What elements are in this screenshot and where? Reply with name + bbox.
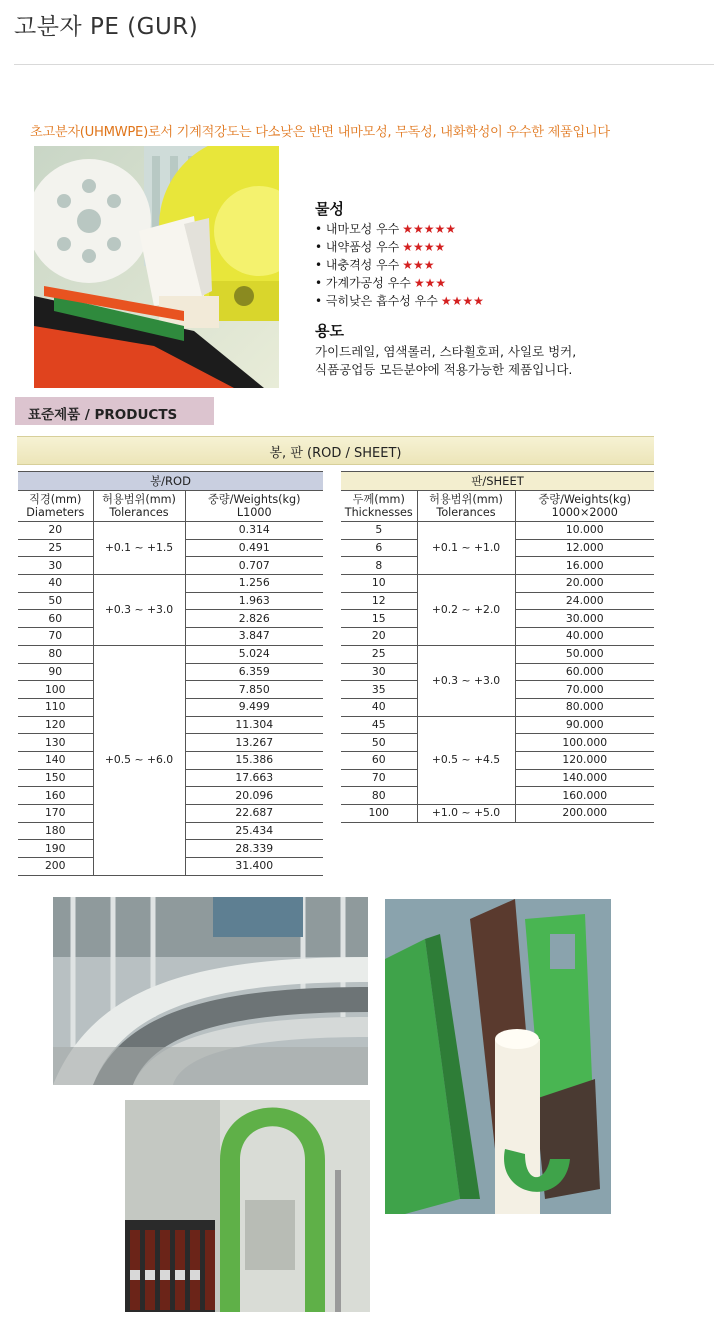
products-banner-label: 표준제품 / PRODUCTS — [28, 407, 178, 423]
rod-table-caption: 봉/ROD — [18, 472, 323, 491]
rod-size-cell: 50 — [18, 592, 93, 610]
rod-size-cell: 200 — [18, 858, 93, 876]
sheet-col-tolerance — [417, 491, 515, 522]
rod-size-cell: 60 — [18, 610, 93, 628]
sheet-size-cell: 20 — [341, 628, 417, 646]
rod-size-cell: 90 — [18, 663, 93, 681]
property-item — [315, 292, 484, 310]
sheet-tolerance-cell: +0.3 ~ +3.0 — [417, 645, 515, 716]
star-rating: ★★★★ — [440, 294, 484, 308]
property-item — [315, 274, 484, 292]
rod-col-tolerance-en: Tolerances — [109, 506, 169, 519]
sheet-size-cell: 40 — [341, 698, 417, 716]
rod-size-cell: 180 — [18, 822, 93, 840]
property-label: • 극히낮은 흡수성 우수 — [315, 294, 438, 308]
rod-sheet-title-bar — [17, 436, 654, 465]
rod-size-cell: 20 — [18, 522, 93, 540]
sheet-weight-cell: 40.000 — [515, 628, 654, 646]
sheet-table-caption: 판/SHEET — [341, 472, 654, 491]
rod-size-cell: 30 — [18, 557, 93, 575]
sheet-size-cell: 12 — [341, 592, 417, 610]
sheet-weight-cell: 90.000 — [515, 716, 654, 734]
rod-table-row — [18, 575, 323, 593]
sheet-size-cell: 8 — [341, 557, 417, 575]
rod-weight-cell: 11.304 — [185, 716, 323, 734]
rod-tolerance-cell: +0.3 ~ +3.0 — [93, 575, 185, 646]
rod-col-tolerance — [93, 491, 185, 522]
sheet-weight-cell: 50.000 — [515, 645, 654, 663]
sheet-size-cell: 35 — [341, 681, 417, 699]
rod-size-cell: 130 — [18, 734, 93, 752]
sheet-table-row — [341, 575, 654, 593]
bottling-line-photo — [125, 1100, 370, 1312]
property-label: • 가계가공성 우수 — [315, 276, 411, 290]
sheet-table — [341, 471, 654, 823]
rod-weight-cell: 22.687 — [185, 805, 323, 823]
rod-size-cell: 170 — [18, 805, 93, 823]
green-profiles-photo — [385, 899, 611, 1214]
sheet-size-cell: 45 — [341, 716, 417, 734]
rod-sheet-title: 봉, 판 (ROD / SHEET) — [269, 446, 402, 461]
rod-weight-cell: 13.267 — [185, 734, 323, 752]
usage-line-1: 가이드레일, 염색롤러, 스타휠호퍼, 사일로 벙커, — [315, 344, 577, 359]
star-rating: ★★★★ — [402, 240, 446, 254]
sheet-weight-cell: 80.000 — [515, 698, 654, 716]
sheet-size-cell: 80 — [341, 787, 417, 805]
sheet-weight-cell: 20.000 — [515, 575, 654, 593]
rod-weight-cell: 2.826 — [185, 610, 323, 628]
sheet-table-row — [341, 645, 654, 663]
sheet-size-cell: 5 — [341, 522, 417, 540]
rod-weight-cell: 28.339 — [185, 840, 323, 858]
rod-weight-cell: 0.491 — [185, 539, 323, 557]
rod-weight-cell: 31.400 — [185, 858, 323, 876]
rod-weight-cell: 3.847 — [185, 628, 323, 646]
sheet-table-row — [341, 805, 654, 823]
star-rating: ★★★★★ — [402, 222, 457, 236]
property-label: • 내마모성 우수 — [315, 222, 400, 236]
sheet-weight-cell: 200.000 — [515, 805, 654, 823]
sheet-size-cell: 15 — [341, 610, 417, 628]
rod-size-cell: 140 — [18, 751, 93, 769]
rod-size-cell: 120 — [18, 716, 93, 734]
rod-size-cell: 25 — [18, 539, 93, 557]
rod-col-weight-ko: 중량/Weights(kg) — [208, 493, 301, 506]
rod-size-cell: 160 — [18, 787, 93, 805]
title-divider — [14, 64, 714, 65]
rod-weight-cell: 15.386 — [185, 751, 323, 769]
rod-size-cell: 150 — [18, 769, 93, 787]
sheet-size-cell: 100 — [341, 805, 417, 823]
sheet-size-cell: 50 — [341, 734, 417, 752]
rod-col-tolerance-ko: 허용범위(mm) — [102, 493, 176, 506]
rod-size-cell: 70 — [18, 628, 93, 646]
property-label: • 내약품성 우수 — [315, 240, 400, 254]
rod-weight-cell: 25.434 — [185, 822, 323, 840]
sheet-tolerance-cell: +0.5 ~ +4.5 — [417, 716, 515, 804]
sheet-size-cell: 10 — [341, 575, 417, 593]
properties-list — [315, 220, 484, 310]
sheet-table-row — [341, 716, 654, 734]
sheet-weight-cell: 12.000 — [515, 539, 654, 557]
rod-tolerance-cell: +0.1 ~ +1.5 — [93, 522, 185, 575]
sheet-weight-cell: 70.000 — [515, 681, 654, 699]
rod-col-weight-en: L1000 — [236, 506, 272, 519]
sheet-weight-cell: 30.000 — [515, 610, 654, 628]
rod-table — [18, 471, 323, 876]
sheet-col-weight — [515, 491, 654, 522]
property-item — [315, 238, 484, 256]
star-rating: ★★★ — [402, 258, 435, 272]
sheet-col-thickness — [341, 491, 417, 522]
rod-weight-cell: 1.256 — [185, 575, 323, 593]
usage-line-2: 식품공업등 모든분야에 적용가능한 제품입니다. — [315, 362, 573, 377]
rod-size-cell: 40 — [18, 575, 93, 593]
property-item — [315, 220, 484, 238]
sheet-col-thickness-ko: 두께(mm) — [352, 493, 405, 506]
rod-table-row — [18, 645, 323, 663]
rod-weight-cell: 0.707 — [185, 557, 323, 575]
sheet-size-cell: 60 — [341, 751, 417, 769]
properties-heading: 물성 — [315, 200, 344, 218]
sheet-size-cell: 30 — [341, 663, 417, 681]
rod-size-cell: 190 — [18, 840, 93, 858]
rod-col-diameter-en: Diameters — [26, 506, 85, 519]
products-banner — [15, 397, 214, 425]
rod-tolerance-cell: +0.5 ~ +6.0 — [93, 645, 185, 875]
sheet-col-weight-ko: 중량/Weights(kg) — [538, 493, 631, 506]
sheet-table-row — [341, 522, 654, 540]
sheet-weight-cell: 160.000 — [515, 787, 654, 805]
rod-weight-cell: 0.314 — [185, 522, 323, 540]
rod-weight-cell: 17.663 — [185, 769, 323, 787]
rod-weight-cell: 20.096 — [185, 787, 323, 805]
rod-col-weight — [185, 491, 323, 522]
sheet-tolerance-cell: +1.0 ~ +5.0 — [417, 805, 515, 823]
rod-size-cell: 110 — [18, 698, 93, 716]
sheet-size-cell: 25 — [341, 645, 417, 663]
intro-text: 초고분자(UHMWPE)로서 기계적강도는 다소낮은 반면 내마모성, 무독성, 내화학성이 우수한 제품입니다 — [30, 125, 610, 140]
rod-weight-cell: 9.499 — [185, 698, 323, 716]
sheet-weight-cell: 24.000 — [515, 592, 654, 610]
property-label: • 내충격성 우수 — [315, 258, 400, 272]
star-rating: ★★★ — [413, 276, 447, 290]
sheet-col-thickness-en: Thicknesses — [344, 506, 413, 519]
property-item — [315, 256, 484, 274]
rod-weight-cell: 7.850 — [185, 681, 323, 699]
rod-size-cell: 100 — [18, 681, 93, 699]
sheet-tolerance-cell: +0.2 ~ +2.0 — [417, 575, 515, 646]
page-title: 고분자 PE (GUR) — [14, 14, 199, 40]
sheet-weight-cell: 140.000 — [515, 769, 654, 787]
sheet-col-weight-en: 1000×2000 — [551, 506, 618, 519]
rod-size-cell: 80 — [18, 645, 93, 663]
usage-heading: 용도 — [315, 322, 344, 340]
product-photo-parts — [34, 146, 279, 388]
sheet-weight-cell: 100.000 — [515, 734, 654, 752]
rod-weight-cell: 1.963 — [185, 592, 323, 610]
rod-col-diameter — [18, 491, 93, 522]
sheet-weight-cell: 120.000 — [515, 751, 654, 769]
sheet-col-tolerance-en: Tolerances — [436, 506, 496, 519]
sheet-size-cell: 70 — [341, 769, 417, 787]
rod-col-diameter-ko: 직경(mm) — [29, 493, 82, 506]
conveyor-photo — [53, 897, 368, 1085]
sheet-col-tolerance-ko: 허용범위(mm) — [429, 493, 503, 506]
rod-table-row — [18, 522, 323, 540]
sheet-size-cell: 6 — [341, 539, 417, 557]
sheet-weight-cell: 10.000 — [515, 522, 654, 540]
sheet-tolerance-cell: +0.1 ~ +1.0 — [417, 522, 515, 575]
rod-weight-cell: 6.359 — [185, 663, 323, 681]
rod-weight-cell: 5.024 — [185, 645, 323, 663]
sheet-weight-cell: 16.000 — [515, 557, 654, 575]
sheet-weight-cell: 60.000 — [515, 663, 654, 681]
